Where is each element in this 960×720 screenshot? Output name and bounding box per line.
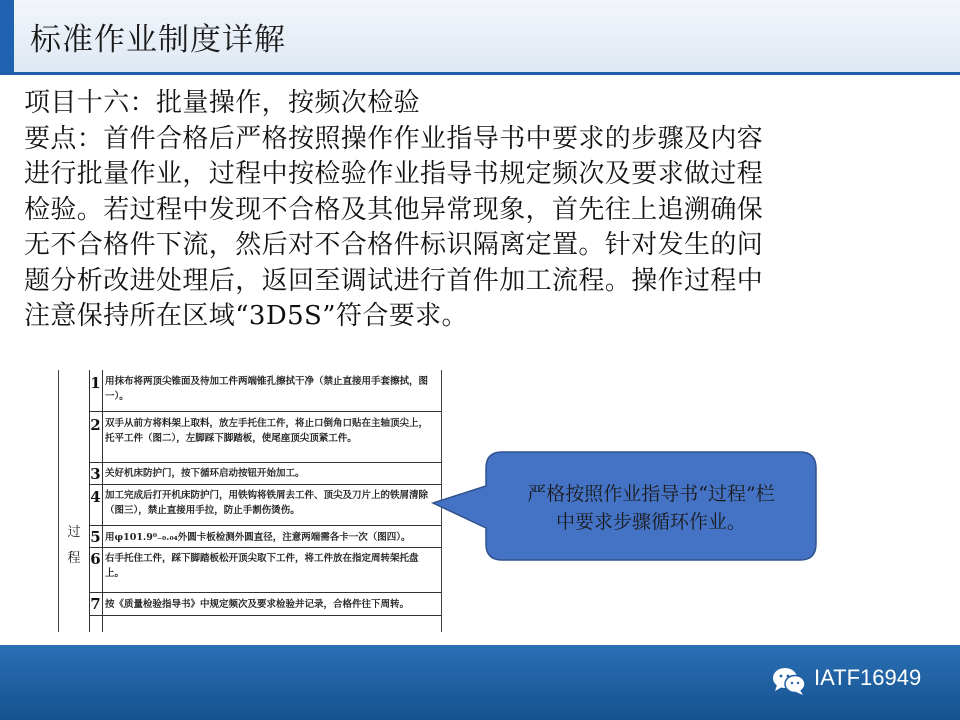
body-line: 检验。若过程中发现不合格及其他异常现象，首先往上追溯确保 <box>24 194 764 225</box>
wechat-icon <box>772 666 806 696</box>
section-label: 过程 <box>67 525 81 566</box>
step-number: 6 <box>90 550 101 568</box>
step-text: 用抹布将两顶尖锥面及待加工件两端锥孔擦拭干净（禁止直接用手套擦拭，图一）。 <box>105 376 429 402</box>
body-line: 注意保持所在区域“3D5S”符合要求。 <box>24 301 468 331</box>
step-number: 5 <box>90 528 101 546</box>
body-line: 无不合格件下流，然后对不合格件标识隔离定置。针对发生的问 <box>24 230 764 260</box>
footer-brand-label: IATF16949 <box>814 665 922 690</box>
callout-text-line: 严格按照作业指导书“过程”栏 <box>527 483 775 505</box>
callout-text-line: 中要求步骤循环作业。 <box>555 511 746 533</box>
step-number: 2 <box>90 416 101 434</box>
body-line: 题分析改进处理后，返回至调试进行首件加工流程。操作过程中 <box>24 265 764 296</box>
step-text: 用φ101.9⁰₋₀.₀₄外圆卡板检测外圆直径，注意两端需各卡一次（图四）。 <box>105 532 411 543</box>
step-number: 1 <box>90 374 101 392</box>
step-text: 按《质量检验指导书》中规定频次及要求检验并记录，合格件往下周转。 <box>105 599 410 610</box>
step-text: 关好机床防护门，按下循环启动按钮开始加工。 <box>105 468 305 479</box>
step-text: 双手从前方将料架上取料，放左手托住工件，将止口倒角口贴在主轴顶尖上，托平工件（图二），左脚踩下脚踏板，使尾座顶尖顶紧工件。 <box>105 418 429 444</box>
body-line: 进行批量作业，过程中按检验作业指导书规定频次及要求做过程 <box>24 159 764 189</box>
slide-title: 标准作业制度详解 <box>30 22 286 58</box>
body-line: 要点：首件合格后严格按照操作作业指导书中要求的步骤及内容 <box>24 123 764 154</box>
callout-text <box>486 480 816 536</box>
step-number: 3 <box>90 465 101 483</box>
body-line-heading: 项目十六：批量操作，按频次检验 <box>24 88 421 118</box>
step-text: 加工完成后打开机床防护门，用铁钩将铁屑去工件、顶尖及刀片上的铁屑清除（图三），禁止直接用手拉，防止手割伤烫伤。 <box>105 490 429 516</box>
step-number: 7 <box>90 595 101 613</box>
step-text: 右手托住工件，踩下脚踏板松开顶尖取下工件，将工件放在指定周转架托盘上。 <box>105 553 419 579</box>
step-number: 4 <box>90 488 101 506</box>
